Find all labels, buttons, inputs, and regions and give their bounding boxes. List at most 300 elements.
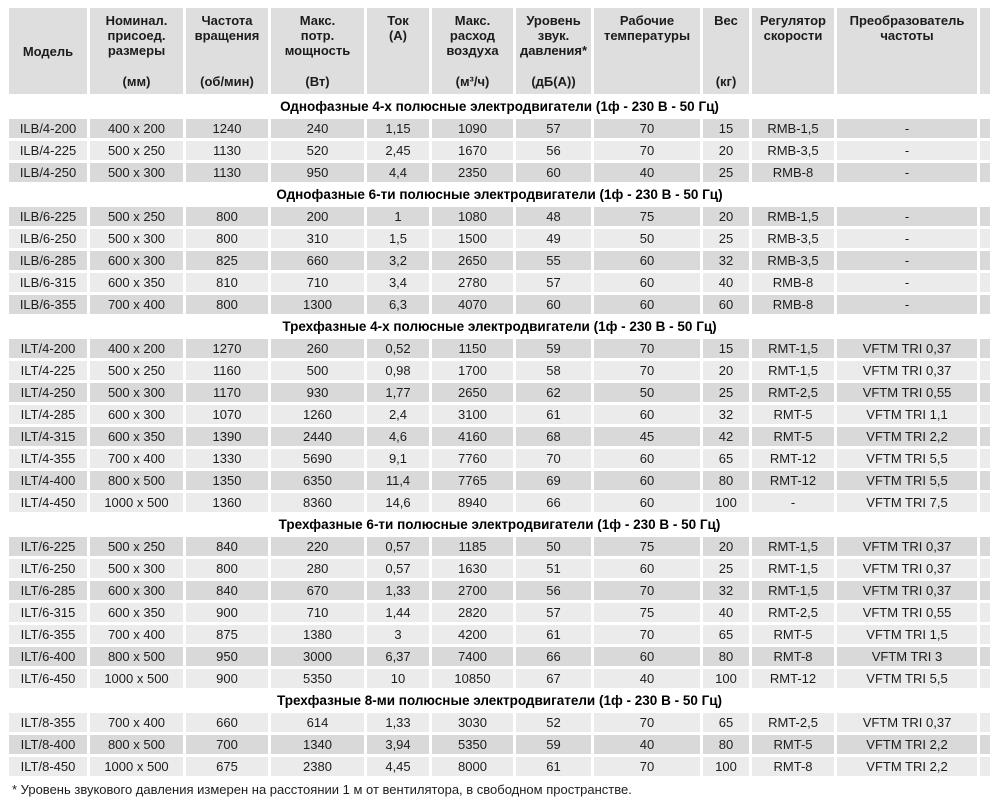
cell-sound: 62 — [516, 383, 591, 402]
cell-converter: VFTM TRI 0,37 — [837, 559, 977, 578]
cell-dimensions: 500 x 300 — [90, 229, 183, 248]
cell-converter: - — [837, 163, 977, 182]
cell-sound: 68 — [516, 427, 591, 446]
cell-current: 1,44 — [367, 603, 429, 622]
cell-weight: 20 — [703, 141, 749, 160]
cell-temp: 70 — [594, 361, 700, 380]
cell-current: 1,77 — [367, 383, 429, 402]
cell-sound: 55 — [516, 251, 591, 270]
cell-sound: 58 — [516, 361, 591, 380]
cell-speed: 1360 — [186, 493, 268, 512]
cell-speed: 900 — [186, 669, 268, 688]
cell-current: 6,37 — [367, 647, 429, 666]
cell-converter: - — [837, 251, 977, 270]
cell-converter: - — [837, 295, 977, 314]
cell-model: ILT/4-285 — [9, 405, 87, 424]
cell-sound: 69 — [516, 471, 591, 490]
cell-current: 10 — [367, 669, 429, 688]
cell-weight: 65 — [703, 449, 749, 468]
cell-sound: 57 — [516, 273, 591, 292]
col-header-model: Модель — [9, 8, 87, 94]
cell-converter: VFTM TRI 0,55 — [837, 603, 977, 622]
cropped-column-sliver — [980, 625, 990, 644]
table-row — [9, 383, 990, 402]
cell-model: ILT/8-450 — [9, 757, 87, 776]
cell-temp: 60 — [594, 405, 700, 424]
cell-regulator: RMT-8 — [752, 757, 834, 776]
cell-speed: 800 — [186, 559, 268, 578]
cell-temp: 70 — [594, 141, 700, 160]
cell-regulator: RMT-12 — [752, 471, 834, 490]
section-header-row — [9, 691, 990, 710]
cell-model: ILT/6-250 — [9, 559, 87, 578]
cell-speed: 660 — [186, 713, 268, 732]
cell-converter: VFTM TRI 5,5 — [837, 669, 977, 688]
cropped-column-sliver — [980, 713, 990, 732]
col-header-current: Ток (А) — [367, 8, 429, 94]
section-header-row — [9, 515, 990, 534]
table-body — [9, 97, 990, 776]
cropped-column-sliver — [980, 273, 990, 292]
cell-power: 1300 — [271, 295, 364, 314]
col-header-speed: Частота вращения (об/мин) — [186, 8, 268, 94]
cell-weight: 25 — [703, 229, 749, 248]
header-row — [9, 8, 990, 94]
cell-airflow: 1630 — [432, 559, 513, 578]
cell-temp: 70 — [594, 339, 700, 358]
cell-power: 710 — [271, 273, 364, 292]
section-title: Однофазные 4-х полюсные электродвигатели (1ф - 230 В - 50 Гц) — [9, 97, 990, 116]
cell-current: 3 — [367, 625, 429, 644]
cell-model: ILT/4-225 — [9, 361, 87, 380]
cell-sound: 50 — [516, 537, 591, 556]
cell-airflow: 1700 — [432, 361, 513, 380]
cell-current: 3,2 — [367, 251, 429, 270]
cell-power: 950 — [271, 163, 364, 182]
cell-speed: 1130 — [186, 141, 268, 160]
cell-regulator: RMT-12 — [752, 669, 834, 688]
cell-model: ILT/8-400 — [9, 735, 87, 754]
cell-power: 260 — [271, 339, 364, 358]
cropped-column-sliver — [980, 141, 990, 160]
cell-regulator: RMB-1,5 — [752, 119, 834, 138]
cell-dimensions: 600 x 300 — [90, 581, 183, 600]
table-row — [9, 229, 990, 248]
section-header-row — [9, 317, 990, 336]
cropped-column-sliver — [980, 471, 990, 490]
cell-current: 0,98 — [367, 361, 429, 380]
cell-converter: VFTM TRI 3 — [837, 647, 977, 666]
cell-dimensions: 800 x 500 — [90, 647, 183, 666]
cropped-column-sliver — [980, 735, 990, 754]
cell-dimensions: 400 x 200 — [90, 119, 183, 138]
cell-temp: 60 — [594, 295, 700, 314]
cell-current: 2,45 — [367, 141, 429, 160]
table-row — [9, 603, 990, 622]
cell-weight: 32 — [703, 405, 749, 424]
cell-dimensions: 1000 x 500 — [90, 493, 183, 512]
cell-model: ILT/4-400 — [9, 471, 87, 490]
cell-speed: 840 — [186, 581, 268, 600]
cell-temp: 70 — [594, 713, 700, 732]
cell-regulator: RMT-2,5 — [752, 383, 834, 402]
cell-sound: 56 — [516, 581, 591, 600]
table-row — [9, 559, 990, 578]
cell-dimensions: 1000 x 500 — [90, 757, 183, 776]
cell-current: 9,1 — [367, 449, 429, 468]
cell-model: ILT/8-355 — [9, 713, 87, 732]
cell-power: 3000 — [271, 647, 364, 666]
cell-power: 5690 — [271, 449, 364, 468]
cropped-column-sliver — [980, 427, 990, 446]
cell-weight: 32 — [703, 251, 749, 270]
cell-dimensions: 800 x 500 — [90, 471, 183, 490]
table-row — [9, 339, 990, 358]
cell-model: ILB/6-315 — [9, 273, 87, 292]
cell-weight: 40 — [703, 603, 749, 622]
cell-regulator: - — [752, 493, 834, 512]
cell-power: 280 — [271, 559, 364, 578]
cell-speed: 1130 — [186, 163, 268, 182]
cell-power: 240 — [271, 119, 364, 138]
cell-regulator: RMT-5 — [752, 735, 834, 754]
cell-regulator: RMT-5 — [752, 625, 834, 644]
col-header-regulator: Регулятор скорости — [752, 8, 834, 94]
cell-regulator: RMT-2,5 — [752, 713, 834, 732]
cell-airflow: 1090 — [432, 119, 513, 138]
table-row — [9, 163, 990, 182]
cell-sound: 59 — [516, 735, 591, 754]
cell-converter: - — [837, 229, 977, 248]
cell-model: ILB/6-225 — [9, 207, 87, 226]
cell-sound: 48 — [516, 207, 591, 226]
cell-speed: 1240 — [186, 119, 268, 138]
cell-speed: 1390 — [186, 427, 268, 446]
cell-regulator: RMT-5 — [752, 427, 834, 446]
cell-current: 4,4 — [367, 163, 429, 182]
cell-power: 670 — [271, 581, 364, 600]
fan-spec-table — [6, 5, 993, 779]
cell-speed: 1170 — [186, 383, 268, 402]
table-row — [9, 713, 990, 732]
cell-airflow: 2350 — [432, 163, 513, 182]
cropped-column-sliver — [980, 295, 990, 314]
cell-power: 1380 — [271, 625, 364, 644]
cell-current: 4,45 — [367, 757, 429, 776]
cell-regulator: RMT-1,5 — [752, 559, 834, 578]
cell-model: ILT/6-315 — [9, 603, 87, 622]
cell-weight: 15 — [703, 339, 749, 358]
cell-sound: 56 — [516, 141, 591, 160]
cell-converter: VFTM TRI 0,37 — [837, 339, 977, 358]
cell-dimensions: 800 x 500 — [90, 735, 183, 754]
cell-temp: 40 — [594, 735, 700, 754]
cell-regulator: RMT-12 — [752, 449, 834, 468]
cell-speed: 1070 — [186, 405, 268, 424]
cell-converter: - — [837, 119, 977, 138]
cell-airflow: 7400 — [432, 647, 513, 666]
cell-regulator: RMT-5 — [752, 405, 834, 424]
cell-weight: 25 — [703, 163, 749, 182]
cropped-column-sliver — [980, 119, 990, 138]
cell-dimensions: 400 x 200 — [90, 339, 183, 358]
cell-speed: 800 — [186, 229, 268, 248]
table-row — [9, 757, 990, 776]
cell-airflow: 8940 — [432, 493, 513, 512]
table-row — [9, 427, 990, 446]
cell-sound: 60 — [516, 163, 591, 182]
cell-speed: 800 — [186, 207, 268, 226]
cropped-column-sliver — [980, 647, 990, 666]
cell-current: 0,52 — [367, 339, 429, 358]
cell-temp: 60 — [594, 273, 700, 292]
cell-temp: 60 — [594, 449, 700, 468]
cell-power: 930 — [271, 383, 364, 402]
cell-dimensions: 600 x 350 — [90, 427, 183, 446]
cell-airflow: 2820 — [432, 603, 513, 622]
cell-speed: 840 — [186, 537, 268, 556]
cell-regulator: RMB-8 — [752, 273, 834, 292]
cell-converter: VFTM TRI 2,2 — [837, 735, 977, 754]
section-header-row — [9, 97, 990, 116]
cell-temp: 70 — [594, 581, 700, 600]
cell-sound: 70 — [516, 449, 591, 468]
cell-sound: 51 — [516, 559, 591, 578]
section-title: Трехфазные 4-х полюсные электродвигатели (1ф - 230 В - 50 Гц) — [9, 317, 990, 336]
cell-speed: 800 — [186, 295, 268, 314]
cell-dimensions: 700 x 400 — [90, 449, 183, 468]
cell-sound: 52 — [516, 713, 591, 732]
cell-sound: 59 — [516, 339, 591, 358]
cell-weight: 20 — [703, 537, 749, 556]
cropped-column-sliver — [980, 383, 990, 402]
cell-temp: 60 — [594, 471, 700, 490]
table-row — [9, 273, 990, 292]
cell-converter: VFTM TRI 5,5 — [837, 471, 977, 490]
cell-current: 1,33 — [367, 713, 429, 732]
cell-weight: 80 — [703, 647, 749, 666]
cell-converter: VFTM TRI 2,2 — [837, 427, 977, 446]
table-row — [9, 141, 990, 160]
table-row — [9, 471, 990, 490]
cell-model: ILB/4-250 — [9, 163, 87, 182]
table-row — [9, 647, 990, 666]
cropped-column-sliver — [980, 251, 990, 270]
cell-sound: 66 — [516, 647, 591, 666]
cell-weight: 20 — [703, 361, 749, 380]
cell-dimensions: 600 x 300 — [90, 251, 183, 270]
cropped-column-sliver — [980, 339, 990, 358]
cropped-column-sliver — [980, 603, 990, 622]
cell-converter: VFTM TRI 0,37 — [837, 581, 977, 600]
cell-temp: 75 — [594, 603, 700, 622]
cell-sound: 49 — [516, 229, 591, 248]
table-row — [9, 625, 990, 644]
cell-dimensions: 600 x 300 — [90, 405, 183, 424]
cropped-column-sliver — [980, 361, 990, 380]
cell-airflow: 1670 — [432, 141, 513, 160]
cell-airflow: 7765 — [432, 471, 513, 490]
cell-dimensions: 1000 x 500 — [90, 669, 183, 688]
cell-airflow: 7760 — [432, 449, 513, 468]
cropped-column-sliver — [980, 581, 990, 600]
cell-current: 1,5 — [367, 229, 429, 248]
cell-regulator: RMT-1,5 — [752, 361, 834, 380]
cell-current: 0,57 — [367, 537, 429, 556]
footnote: * Уровень звукового давления измерен на расстоянии 1 м от вентилятора, в свободном пространстве. — [12, 782, 632, 797]
cell-power: 500 — [271, 361, 364, 380]
cell-temp: 60 — [594, 647, 700, 666]
cell-power: 2380 — [271, 757, 364, 776]
cell-temp: 75 — [594, 207, 700, 226]
cell-converter: VFTM TRI 0,55 — [837, 383, 977, 402]
cell-converter: - — [837, 273, 977, 292]
cell-regulator: RMT-1,5 — [752, 581, 834, 600]
cell-dimensions: 500 x 250 — [90, 141, 183, 160]
cell-current: 1,33 — [367, 581, 429, 600]
cell-airflow: 1500 — [432, 229, 513, 248]
col-header-weight: Вес (кг) — [703, 8, 749, 94]
cell-temp: 40 — [594, 669, 700, 688]
table-row — [9, 207, 990, 226]
cell-weight: 25 — [703, 383, 749, 402]
cell-weight: 100 — [703, 669, 749, 688]
cell-weight: 100 — [703, 757, 749, 776]
table-row — [9, 537, 990, 556]
cropped-column-sliver — [980, 229, 990, 248]
cell-dimensions: 700 x 400 — [90, 713, 183, 732]
cell-converter: VFTM TRI 0,37 — [837, 713, 977, 732]
cell-power: 1260 — [271, 405, 364, 424]
cell-power: 710 — [271, 603, 364, 622]
cell-airflow: 2650 — [432, 251, 513, 270]
cell-temp: 60 — [594, 559, 700, 578]
cell-airflow: 4160 — [432, 427, 513, 446]
cell-dimensions: 500 x 300 — [90, 383, 183, 402]
cell-speed: 900 — [186, 603, 268, 622]
cell-power: 8360 — [271, 493, 364, 512]
cell-model: ILT/6-285 — [9, 581, 87, 600]
cell-speed: 825 — [186, 251, 268, 270]
cell-sound: 67 — [516, 669, 591, 688]
cell-model: ILT/4-250 — [9, 383, 87, 402]
cell-converter: VFTM TRI 1,5 — [837, 625, 977, 644]
cell-model: ILT/6-355 — [9, 625, 87, 644]
cell-temp: 50 — [594, 383, 700, 402]
col-header-converter: Преобразователь частоты — [837, 8, 977, 94]
cell-airflow: 4070 — [432, 295, 513, 314]
cell-converter: - — [837, 141, 977, 160]
cropped-column-sliver — [980, 207, 990, 226]
cell-converter: - — [837, 207, 977, 226]
cell-sound: 61 — [516, 625, 591, 644]
cell-sound: 60 — [516, 295, 591, 314]
cell-current: 4,6 — [367, 427, 429, 446]
cell-model: ILT/6-225 — [9, 537, 87, 556]
cell-speed: 1160 — [186, 361, 268, 380]
cell-weight: 65 — [703, 713, 749, 732]
cell-temp: 75 — [594, 537, 700, 556]
cell-weight: 20 — [703, 207, 749, 226]
table-row — [9, 493, 990, 512]
cell-sound: 66 — [516, 493, 591, 512]
cropped-column-sliver — [980, 405, 990, 424]
cell-sound: 61 — [516, 405, 591, 424]
cell-weight: 32 — [703, 581, 749, 600]
cell-model: ILT/6-450 — [9, 669, 87, 688]
cell-dimensions: 700 x 400 — [90, 295, 183, 314]
table-header — [9, 8, 990, 94]
cell-regulator: RMB-3,5 — [752, 141, 834, 160]
cell-current: 3,94 — [367, 735, 429, 754]
cell-current: 0,57 — [367, 559, 429, 578]
cell-airflow: 3030 — [432, 713, 513, 732]
cell-converter: VFTM TRI 1,1 — [837, 405, 977, 424]
cell-current: 3,4 — [367, 273, 429, 292]
cell-weight: 80 — [703, 471, 749, 490]
section-header-row — [9, 185, 990, 204]
table-row — [9, 735, 990, 754]
cell-converter: VFTM TRI 0,37 — [837, 361, 977, 380]
cell-weight: 60 — [703, 295, 749, 314]
cell-converter: VFTM TRI 7,5 — [837, 493, 977, 512]
cell-sound: 57 — [516, 603, 591, 622]
col-header-temp: Рабочие температуры — [594, 8, 700, 94]
cell-power: 1340 — [271, 735, 364, 754]
cell-regulator: RMB-1,5 — [752, 207, 834, 226]
cell-weight: 15 — [703, 119, 749, 138]
cell-current: 6,3 — [367, 295, 429, 314]
cropped-column-sliver — [980, 8, 990, 94]
cell-temp: 50 — [594, 229, 700, 248]
cell-model: ILB/4-225 — [9, 141, 87, 160]
cell-power: 6350 — [271, 471, 364, 490]
cell-regulator: RMT-1,5 — [752, 339, 834, 358]
cell-model: ILB/6-355 — [9, 295, 87, 314]
cell-airflow: 8000 — [432, 757, 513, 776]
cropped-column-sliver — [980, 449, 990, 468]
cell-airflow: 5350 — [432, 735, 513, 754]
cell-temp: 70 — [594, 119, 700, 138]
cell-power: 660 — [271, 251, 364, 270]
cell-dimensions: 600 x 350 — [90, 603, 183, 622]
table-row — [9, 405, 990, 424]
cell-speed: 700 — [186, 735, 268, 754]
table-row — [9, 581, 990, 600]
cell-regulator: RMB-3,5 — [752, 229, 834, 248]
section-title: Трехфазные 8-ми полюсные электродвигатели (1ф - 230 В - 50 Гц) — [9, 691, 990, 710]
cell-temp: 60 — [594, 493, 700, 512]
cell-regulator: RMB-3,5 — [752, 251, 834, 270]
cell-dimensions: 500 x 250 — [90, 207, 183, 226]
cell-regulator: RMT-2,5 — [752, 603, 834, 622]
cell-model: ILT/4-450 — [9, 493, 87, 512]
cell-sound: 61 — [516, 757, 591, 776]
cell-airflow: 1185 — [432, 537, 513, 556]
cell-model: ILT/4-315 — [9, 427, 87, 446]
col-header-airflow: Макс. расход воздуха (м³/ч) — [432, 8, 513, 94]
cropped-column-sliver — [980, 669, 990, 688]
cell-speed: 675 — [186, 757, 268, 776]
section-title: Однофазные 6-ти полюсные электродвигатели (1ф - 230 В - 50 Гц) — [9, 185, 990, 204]
cell-power: 2440 — [271, 427, 364, 446]
cell-dimensions: 500 x 300 — [90, 559, 183, 578]
cell-weight: 65 — [703, 625, 749, 644]
cell-converter: VFTM TRI 2,2 — [837, 757, 977, 776]
cropped-column-sliver — [980, 559, 990, 578]
table-row — [9, 295, 990, 314]
section-title: Трехфазные 6-ти полюсные электродвигатели (1ф - 230 В - 50 Гц) — [9, 515, 990, 534]
